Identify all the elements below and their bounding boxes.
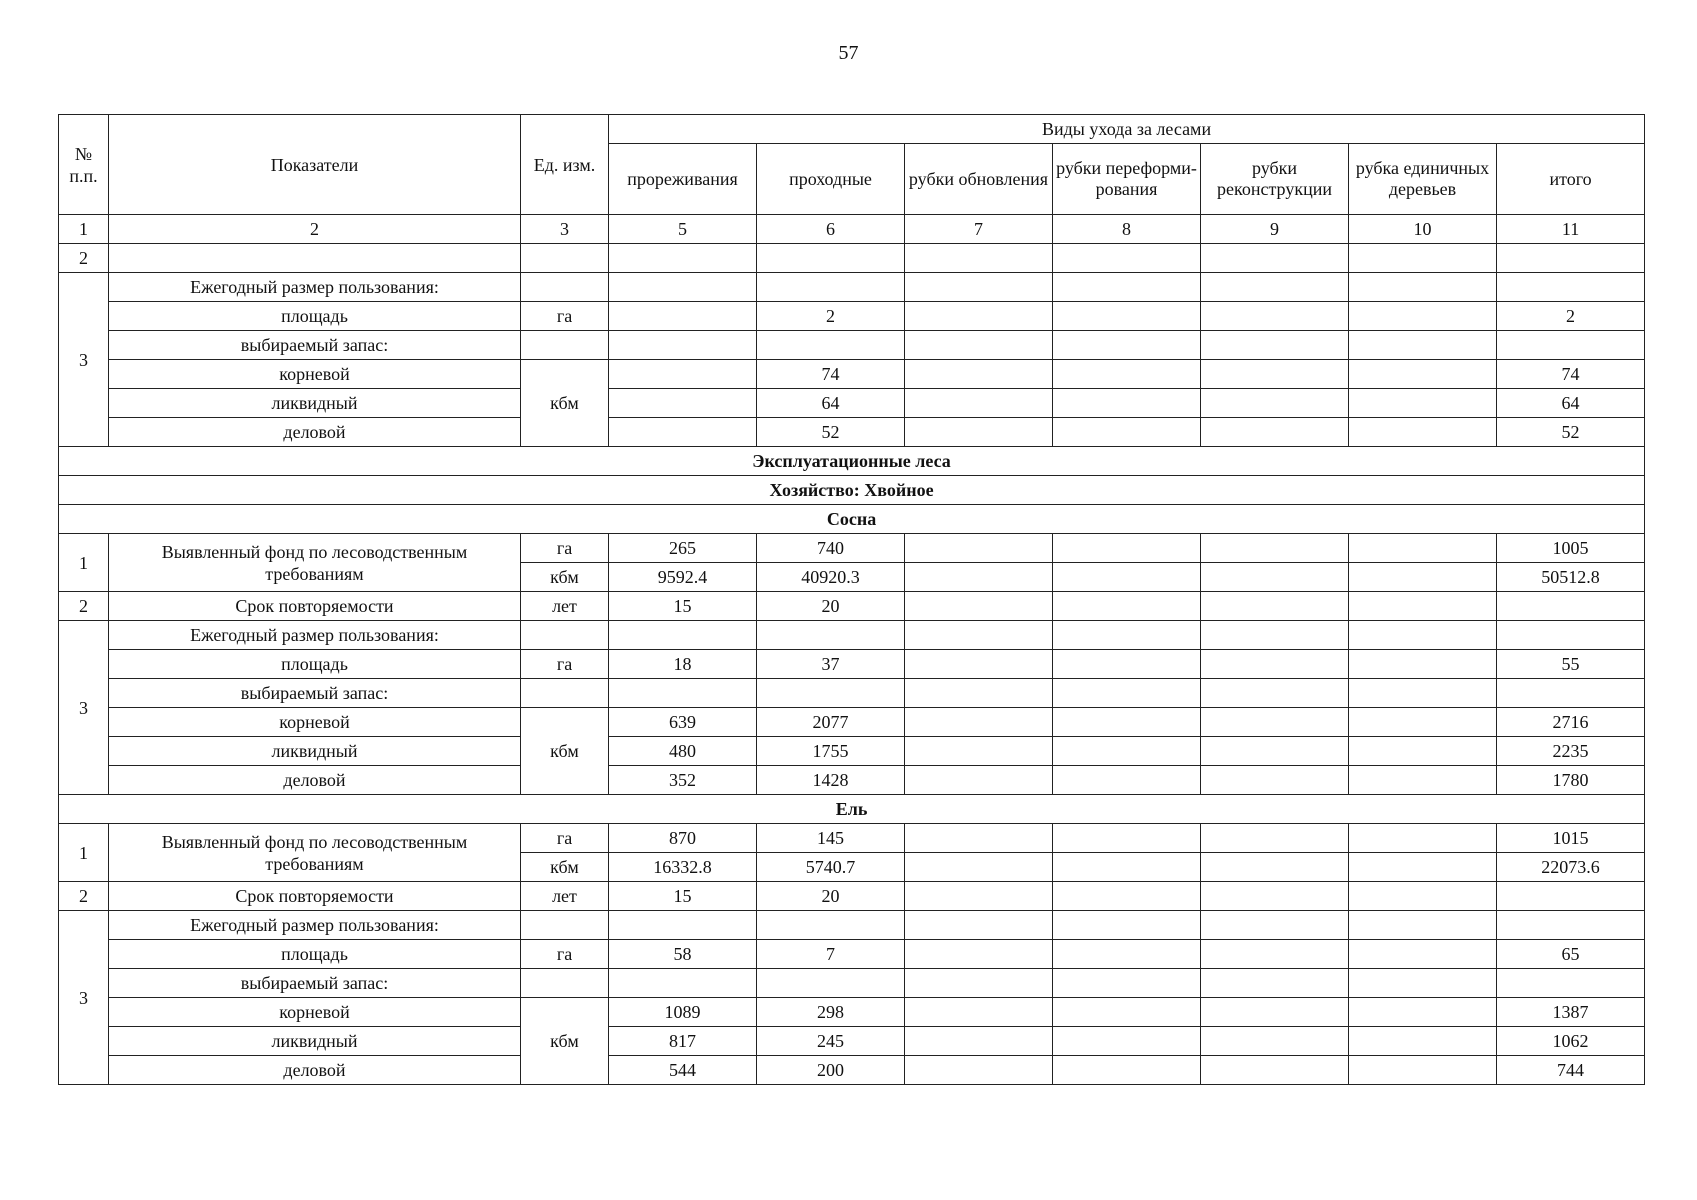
value-cell [609, 389, 757, 418]
total-cell: 2235 [1497, 737, 1645, 766]
value-cell: 2077 [757, 708, 905, 737]
table-row [59, 331, 1645, 360]
col-number: 5 [609, 215, 757, 244]
total-cell: 2716 [1497, 708, 1645, 737]
value-cell: 20 [757, 592, 905, 621]
value-cell: 18 [609, 650, 757, 679]
indicator-annual: Ежегодный размер пользования: [109, 273, 521, 302]
unit-cell: кбм [521, 708, 609, 795]
indicator-period: Срок повторяемости [109, 882, 521, 911]
header-col-reformation: рубки переформи-рования [1053, 144, 1201, 215]
header-col-renewal: рубки обновления [905, 144, 1053, 215]
indicator-root: корневой [109, 708, 521, 737]
table-row [59, 998, 1645, 1027]
total-cell: 74 [1497, 360, 1645, 389]
table-row [59, 679, 1645, 708]
value-cell: 245 [757, 1027, 905, 1056]
row-number: 2 [59, 882, 109, 911]
indicator-period: Срок повторяемости [109, 592, 521, 621]
total-cell: 1780 [1497, 766, 1645, 795]
section-row [59, 795, 1645, 824]
table-row [59, 1027, 1645, 1056]
table-row [59, 708, 1645, 737]
section-row [59, 447, 1645, 476]
value-cell: 352 [609, 766, 757, 795]
table-row [59, 969, 1645, 998]
value-cell: 265 [609, 534, 757, 563]
total-cell: 744 [1497, 1056, 1645, 1085]
value-cell: 16332.8 [609, 853, 757, 882]
column-numbering-row [59, 215, 1645, 244]
section-row [59, 476, 1645, 505]
unit-cell: га [521, 940, 609, 969]
indicator-stock: выбираемый запас: [109, 969, 521, 998]
indicator-area: площадь [109, 940, 521, 969]
col-number: 2 [109, 215, 521, 244]
table-row [59, 592, 1645, 621]
table-row [59, 1056, 1645, 1085]
value-cell: 5740.7 [757, 853, 905, 882]
table-row [59, 824, 1645, 853]
value-cell: 480 [609, 737, 757, 766]
row-number: 2 [59, 592, 109, 621]
total-cell [1497, 592, 1645, 621]
value-cell: 9592.4 [609, 563, 757, 592]
value-cell: 200 [757, 1056, 905, 1085]
table-row [59, 389, 1645, 418]
section-heading-farm: Хозяйство: Хвойное [59, 476, 1645, 505]
indicator-fund: Выявленный фонд по лесоводственным требованиям [109, 534, 521, 592]
indicator-business: деловой [109, 418, 521, 447]
indicator-stock: выбираемый запас: [109, 331, 521, 360]
value-cell: 298 [757, 998, 905, 1027]
total-cell: 1005 [1497, 534, 1645, 563]
value-cell: 7 [757, 940, 905, 969]
col-number: 1 [59, 215, 109, 244]
col-number: 9 [1201, 215, 1349, 244]
total-cell: 64 [1497, 389, 1645, 418]
row-number: 3 [59, 273, 109, 447]
total-cell: 52 [1497, 418, 1645, 447]
header-care-types: Виды ухода за лесами [609, 115, 1645, 144]
table-row [59, 360, 1645, 389]
table-row [59, 650, 1645, 679]
indicator-root: корневой [109, 360, 521, 389]
total-cell: 50512.8 [1497, 563, 1645, 592]
header-col-reconstruction: рубки реконструкции [1201, 144, 1349, 215]
header-num: № п.п. [59, 115, 109, 215]
value-cell: 817 [609, 1027, 757, 1056]
indicator-fund: Выявленный фонд по лесоводственным требованиям [109, 824, 521, 882]
row-number: 3 [59, 911, 109, 1085]
indicator-liquid: ликвидный [109, 1027, 521, 1056]
value-cell [609, 418, 757, 447]
table-row [59, 766, 1645, 795]
indicator-root: корневой [109, 998, 521, 1027]
indicator-annual: Ежегодный размер пользования: [109, 911, 521, 940]
total-cell: 22073.6 [1497, 853, 1645, 882]
value-cell: 64 [757, 389, 905, 418]
header-col-thinning: прореживания [609, 144, 757, 215]
total-cell: 1062 [1497, 1027, 1645, 1056]
header-unit: Ед. изм. [521, 115, 609, 215]
value-cell: 1089 [609, 998, 757, 1027]
row-number: 2 [59, 244, 109, 273]
total-cell: 65 [1497, 940, 1645, 969]
table-row [59, 737, 1645, 766]
value-cell: 15 [609, 592, 757, 621]
total-cell: 2 [1497, 302, 1645, 331]
col-number: 3 [521, 215, 609, 244]
table-row [59, 882, 1645, 911]
value-cell [609, 302, 757, 331]
header-indicators: Показатели [109, 115, 521, 215]
col-number: 6 [757, 215, 905, 244]
row-number: 3 [59, 621, 109, 795]
total-cell: 1387 [1497, 998, 1645, 1027]
table-row [59, 911, 1645, 940]
species-heading-pine: Сосна [59, 505, 1645, 534]
unit-cell: кбм [521, 360, 609, 447]
value-cell: 639 [609, 708, 757, 737]
unit-cell: лет [521, 592, 609, 621]
table-row [59, 302, 1645, 331]
table-row [59, 418, 1645, 447]
total-cell: 55 [1497, 650, 1645, 679]
total-cell [1497, 882, 1645, 911]
value-cell: 15 [609, 882, 757, 911]
unit-cell: кбм [521, 998, 609, 1085]
indicator-area: площадь [109, 650, 521, 679]
row-number: 1 [59, 824, 109, 882]
header-col-single-trees: рубка единичных деревьев [1349, 144, 1497, 215]
value-cell: 2 [757, 302, 905, 331]
value-cell: 870 [609, 824, 757, 853]
indicator-business: деловой [109, 1056, 521, 1085]
header-col-passing: проходные [757, 144, 905, 215]
header-col-total: итого [1497, 144, 1645, 215]
forest-care-table [58, 114, 1645, 1085]
col-number: 11 [1497, 215, 1645, 244]
indicator-area: площадь [109, 302, 521, 331]
value-cell: 145 [757, 824, 905, 853]
value-cell: 1428 [757, 766, 905, 795]
total-cell: 1015 [1497, 824, 1645, 853]
value-cell: 544 [609, 1056, 757, 1085]
value-cell: 1755 [757, 737, 905, 766]
table-row [59, 534, 1645, 563]
unit-cell: лет [521, 882, 609, 911]
table-header-row [59, 115, 1645, 144]
table-row [59, 940, 1645, 969]
table-row [59, 273, 1645, 302]
col-number: 8 [1053, 215, 1201, 244]
value-cell: 40920.3 [757, 563, 905, 592]
unit-cell: кбм [521, 853, 609, 882]
unit-cell: кбм [521, 563, 609, 592]
unit-cell: га [521, 650, 609, 679]
col-number: 10 [1349, 215, 1497, 244]
value-cell [609, 360, 757, 389]
indicator-business: деловой [109, 766, 521, 795]
indicator-annual: Ежегодный размер пользования: [109, 621, 521, 650]
species-heading-spruce: Ель [59, 795, 1645, 824]
value-cell: 37 [757, 650, 905, 679]
unit-cell: га [521, 824, 609, 853]
indicator-stock: выбираемый запас: [109, 679, 521, 708]
value-cell: 74 [757, 360, 905, 389]
row-number: 1 [59, 534, 109, 592]
table-row [59, 244, 1645, 273]
unit-cell: га [521, 302, 609, 331]
section-row [59, 505, 1645, 534]
value-cell: 20 [757, 882, 905, 911]
value-cell: 52 [757, 418, 905, 447]
value-cell: 740 [757, 534, 905, 563]
unit-cell: га [521, 534, 609, 563]
col-number: 7 [905, 215, 1053, 244]
indicator-liquid: ликвидный [109, 389, 521, 418]
value-cell: 58 [609, 940, 757, 969]
indicator-liquid: ликвидный [109, 737, 521, 766]
page-number: 57 [838, 42, 859, 64]
section-heading-forest: Эксплуатационные леса [59, 447, 1645, 476]
table-row [59, 621, 1645, 650]
